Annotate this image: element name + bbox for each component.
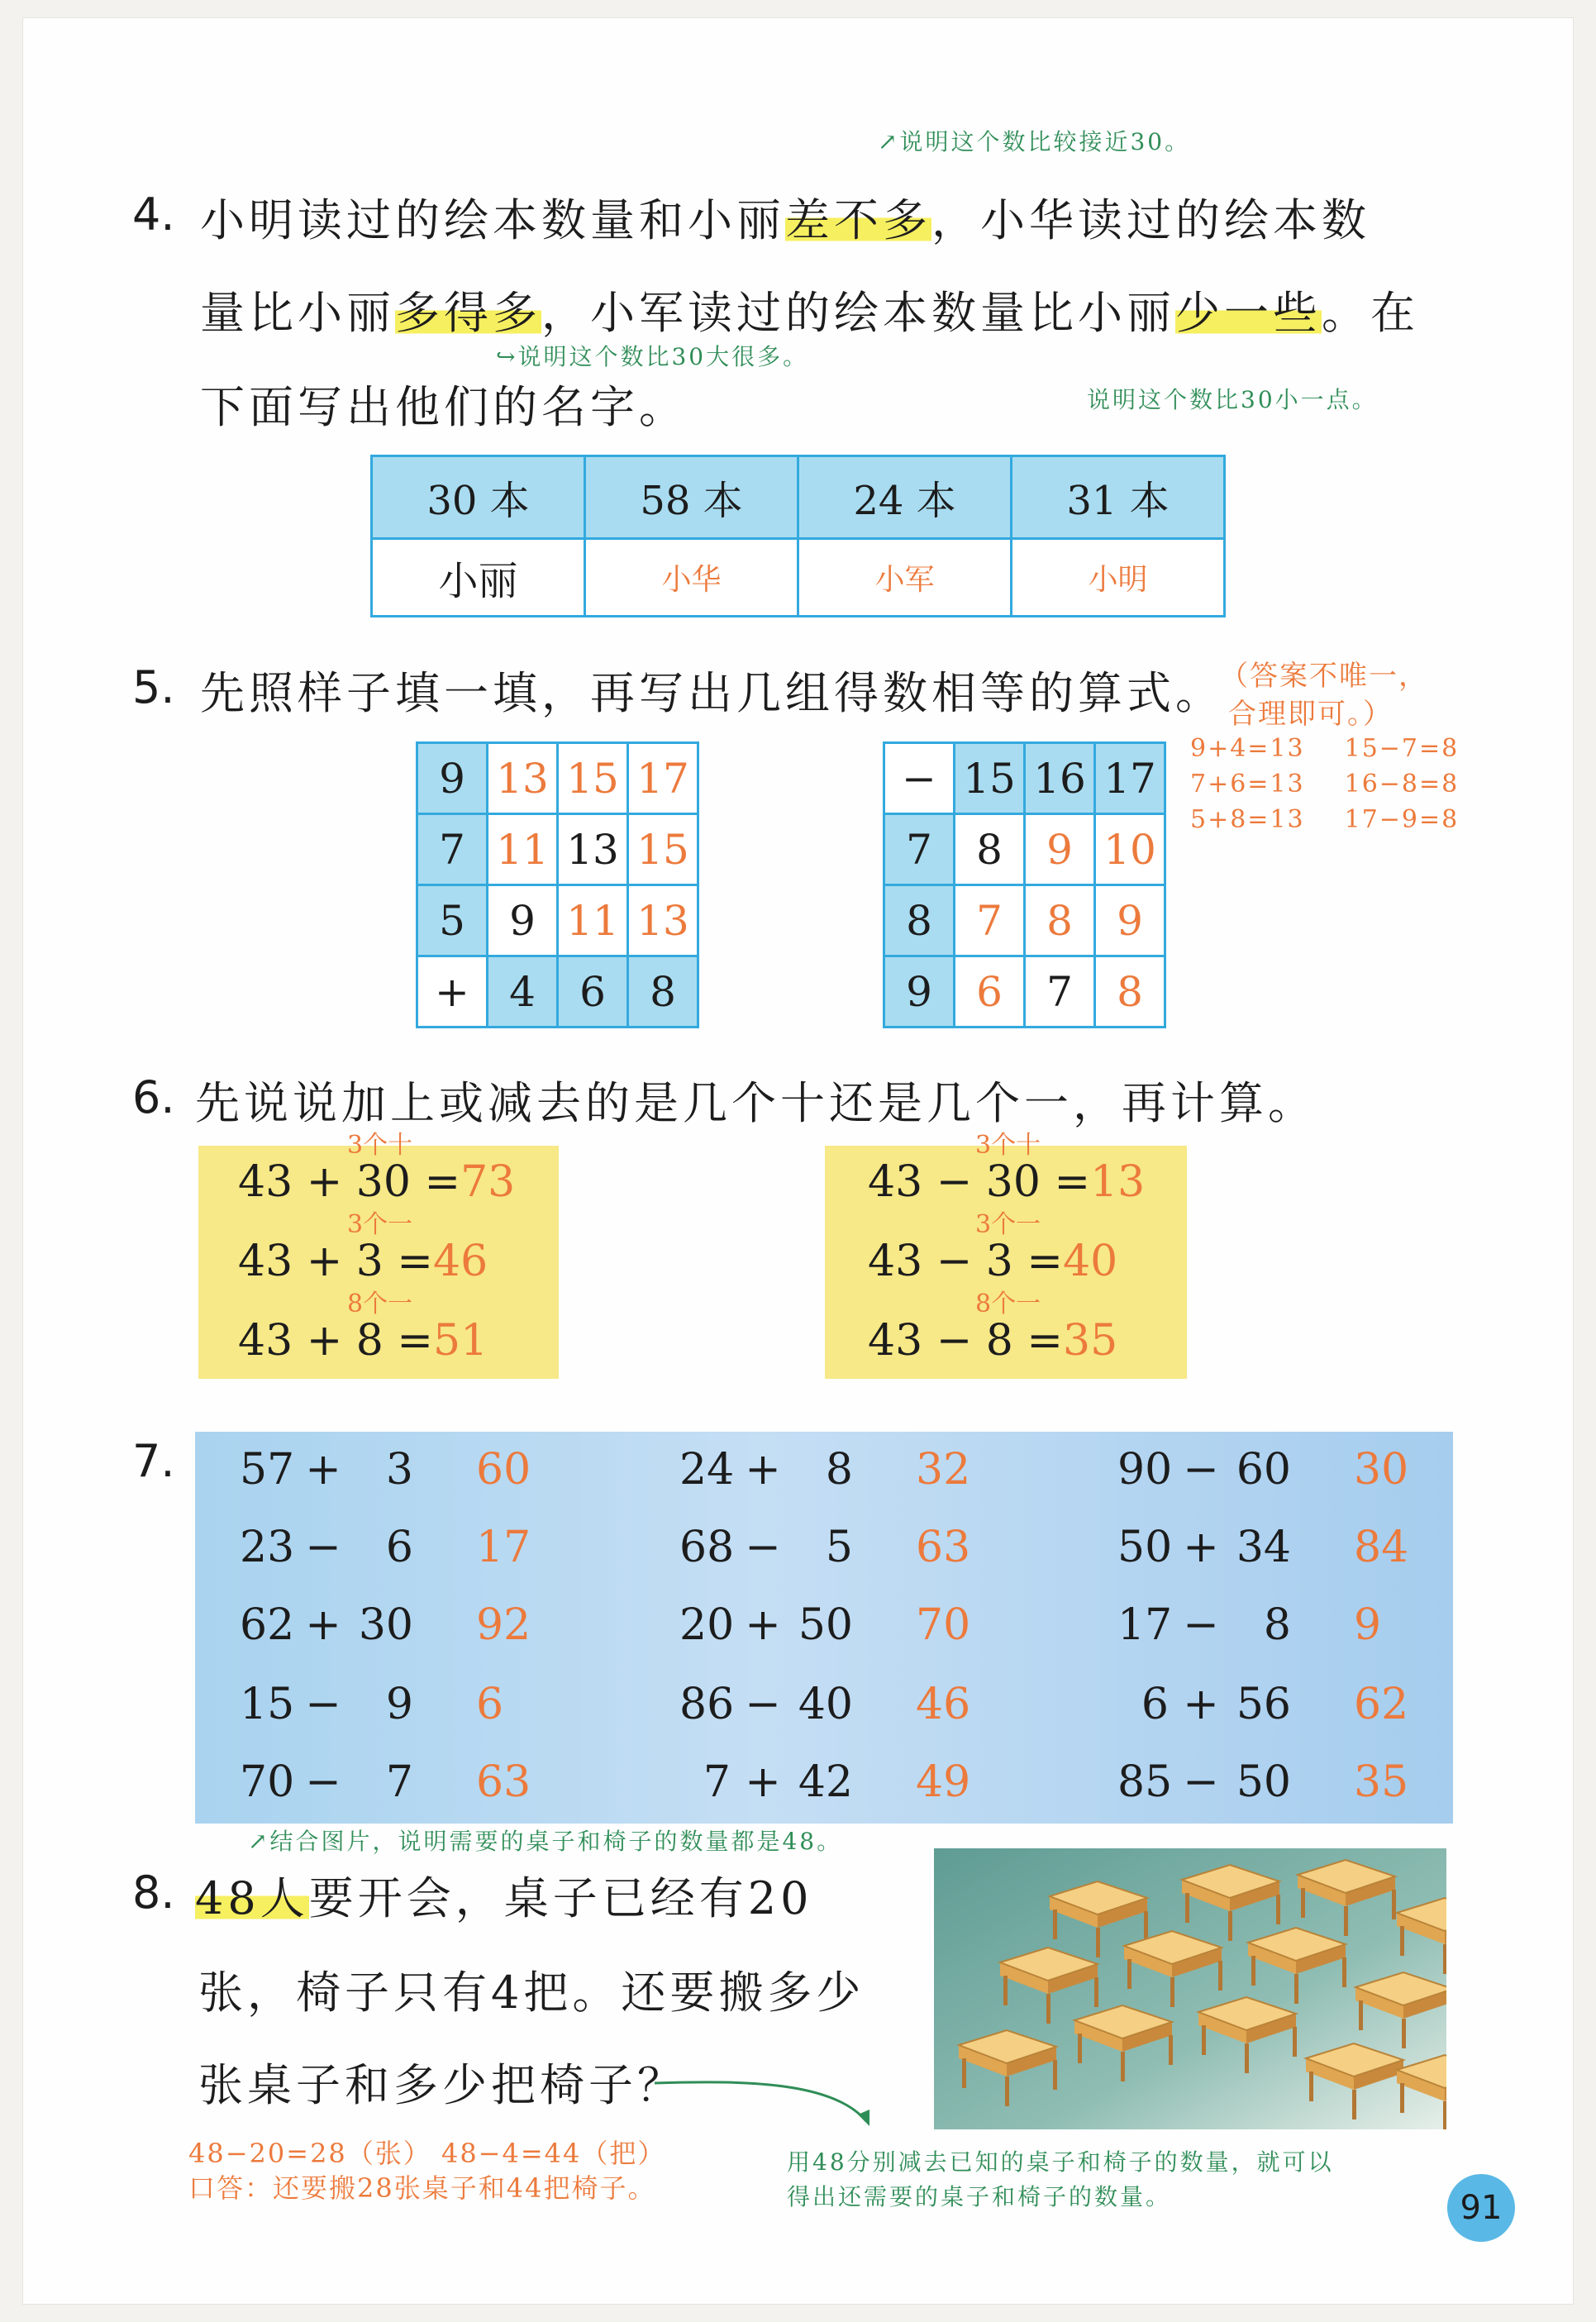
- equation-a: 7: [703, 1757, 731, 1807]
- grid-cell: 7: [417, 814, 488, 885]
- highlight-cha-bu-duo: 差不多: [785, 194, 931, 246]
- question-5-number: 5.: [132, 661, 175, 713]
- answer-sentence: 口答：还要搬28张桌子和44把椅子。: [188, 2172, 656, 2204]
- equation-row: [679, 1600, 990, 1650]
- equation-op: +: [745, 1445, 781, 1495]
- answer-note-line-1: （答案不唯一，: [1220, 660, 1428, 693]
- answer-name-cell: 小华: [585, 539, 798, 617]
- grid-cell: 15: [955, 743, 1025, 814]
- grid-cell: 7: [1025, 956, 1095, 1027]
- equation-op: −: [305, 1680, 341, 1729]
- question-6-stem: 先说说加上或减去的是几个十还是几个一，再计算。: [195, 1077, 1317, 1129]
- question-5-stem: 先照样子填一填，再写出几组得数相等的算式。: [200, 667, 1224, 719]
- equation-pairs: 9+4=13 15−7=8 7+6=13 16−8=8 5+8=13 17−9=8: [1190, 734, 1460, 834]
- equation-row: [679, 1445, 990, 1495]
- equation-b: 30: [358, 1600, 413, 1650]
- equation-b: 34: [1236, 1523, 1291, 1572]
- equation-op: −: [1183, 1600, 1219, 1650]
- equation-a: 50: [1117, 1523, 1173, 1572]
- addition-grid: [416, 741, 699, 1028]
- grid-cell: 8: [628, 956, 698, 1027]
- equation-ans: 35: [1354, 1757, 1409, 1807]
- annotation-a-bit-less-than-30: 说明这个数比30小一点。: [1087, 386, 1378, 413]
- equation-row: [1117, 1600, 1428, 1650]
- question-8-line-1: 48人要开会，桌子已经有20: [195, 1872, 813, 1924]
- hint-line-1: 用48分别减去已知的桌子和椅子的数量，就可以: [787, 2148, 1334, 2176]
- classroom-desks-illustration: [934, 1848, 1446, 2129]
- grid-answer-cell: 10: [1095, 814, 1165, 885]
- grid-answer-cell: 9: [1095, 885, 1165, 956]
- equation-a: 17: [1117, 1600, 1173, 1650]
- question-8-line-2: 张，椅子只有4把。还要搬多少: [198, 1967, 865, 2019]
- grid-answer-cell: 7: [955, 885, 1025, 956]
- answer-name-cell: 小明: [1012, 539, 1225, 617]
- place-value-tag: 8个一: [975, 1290, 1041, 1318]
- equation-op: +: [1183, 1523, 1219, 1572]
- equation-row: [240, 1600, 550, 1650]
- equation-op: +: [745, 1757, 781, 1807]
- equation-ans: 46: [916, 1680, 971, 1729]
- grid-answer-cell: 8: [1095, 956, 1165, 1027]
- question-4-line-3: 下面写出他们的名字。: [200, 381, 688, 433]
- grid-answer-cell: 8: [1025, 885, 1095, 956]
- equation-a: 6: [1141, 1680, 1169, 1729]
- equation-a: 23: [240, 1523, 295, 1572]
- highlight-duo-de-duo: 多得多: [395, 287, 541, 339]
- annotation-48-tables-chairs: ↗结合图片，说明需要的桌子和椅子的数量都是48。: [248, 1828, 843, 1855]
- grid-operator-cell: −: [884, 743, 955, 814]
- equation-a: 20: [679, 1600, 735, 1650]
- equation-ans: 9: [1354, 1600, 1382, 1650]
- equation-b: 50: [1236, 1757, 1291, 1807]
- equation-a: 86: [679, 1680, 735, 1729]
- equation-row: [1117, 1757, 1428, 1807]
- question-4-line-2: 量比小丽多得多，小军读过的绘本数量比小丽少一些。在: [200, 287, 1419, 339]
- equation-row: [240, 1757, 550, 1807]
- grid-answer-cell: 15: [558, 743, 628, 814]
- highlight-48-people: 48人: [195, 1872, 309, 1924]
- subtraction-row: 43 − 8 =35: [868, 1316, 1118, 1366]
- equation-op: −: [305, 1757, 341, 1807]
- question-8-number: 8.: [132, 1867, 175, 1919]
- question-4-line-1: 小明读过的绘本数量和小丽差不多，小华读过的绘本数: [200, 194, 1370, 246]
- equation-b: 42: [798, 1757, 853, 1807]
- grid-answer-cell: 13: [628, 885, 698, 956]
- grid-answer-cell: 6: [955, 956, 1025, 1027]
- place-value-tag: 3个十: [975, 1131, 1041, 1160]
- place-value-tag: 8个一: [347, 1290, 413, 1318]
- grid-cell: 9: [884, 956, 955, 1027]
- place-value-tag: 3个十: [347, 1131, 413, 1160]
- equation-row: [1117, 1523, 1428, 1572]
- equation-b: 6: [385, 1523, 413, 1572]
- annotation-close-to-30: ↗说明这个数比较接近30。: [878, 128, 1191, 155]
- answer-note-line-2: 合理即可。）: [1228, 698, 1393, 731]
- grid-answer-cell: 9: [1025, 814, 1095, 885]
- equation-row: [679, 1757, 990, 1807]
- equation-row: [679, 1523, 990, 1572]
- table-name-cell: 小丽: [372, 539, 585, 617]
- equation-row: [240, 1680, 550, 1729]
- grid-answer-cell: 13: [488, 743, 558, 814]
- question-6-number: 6.: [132, 1071, 175, 1123]
- grid-answer-cell: 11: [488, 814, 558, 885]
- reading-count-table: [370, 455, 1226, 617]
- equation-row: [1117, 1680, 1428, 1729]
- equation-a: 90: [1117, 1445, 1173, 1495]
- grid-cell: 8: [884, 885, 955, 956]
- equation-ans: 62: [1354, 1680, 1409, 1729]
- grid-answer-cell: 15: [628, 814, 698, 885]
- equation-op: −: [745, 1680, 781, 1729]
- equation-a: 85: [1117, 1757, 1173, 1807]
- table-header-cell: 24 本: [798, 456, 1012, 539]
- equation-b: 3: [385, 1445, 413, 1495]
- grid-cell: 13: [558, 814, 628, 885]
- equation-b: 7: [385, 1757, 413, 1807]
- equation-b: 50: [798, 1600, 853, 1650]
- connector-arrow: [653, 2067, 876, 2133]
- equation-row: [1117, 1445, 1428, 1495]
- equation-b: 8: [1263, 1600, 1291, 1650]
- subtraction-row: 43 − 30 =13: [868, 1157, 1146, 1207]
- equation-a: 68: [679, 1523, 735, 1572]
- equation-b: 9: [385, 1680, 413, 1729]
- equation-b: 40: [798, 1680, 853, 1729]
- equation-b: 5: [825, 1523, 853, 1572]
- equation-a: 24: [679, 1445, 735, 1495]
- grid-cell: 9: [488, 885, 558, 956]
- equation-op: −: [745, 1523, 781, 1572]
- hint-line-2: 得出还需要的桌子和椅子的数量。: [787, 2183, 1172, 2210]
- equation-ans: 17: [476, 1523, 531, 1572]
- equation-ans: 49: [916, 1757, 971, 1807]
- equation-row: [240, 1523, 550, 1572]
- question-4-number: 4.: [132, 188, 175, 241]
- place-value-tag: 3个一: [975, 1210, 1041, 1239]
- grid-cell: 5: [417, 885, 488, 956]
- grid-cell: 17: [1095, 743, 1165, 814]
- equation-ans: 63: [476, 1757, 531, 1807]
- equation-b: 56: [1236, 1680, 1291, 1729]
- grid-answer-cell: 17: [628, 743, 698, 814]
- table-header-cell: 31 本: [1012, 456, 1225, 539]
- table-header-cell: 30 本: [372, 456, 585, 539]
- equation-ans: 30: [1354, 1445, 1409, 1495]
- equation-ans: 6: [476, 1680, 504, 1729]
- grid-cell: 7: [884, 814, 955, 885]
- equation-ans: 70: [916, 1600, 971, 1650]
- equation-op: −: [1183, 1757, 1219, 1807]
- equation-a: 62: [240, 1600, 295, 1650]
- annotation-much-bigger-than-30: ↪说明这个数比30大很多。: [496, 343, 809, 370]
- equation-a: 15: [240, 1680, 295, 1729]
- answer-name-cell: 小军: [798, 539, 1012, 617]
- highlight-shao-yi-xie: 少一些: [1175, 287, 1322, 339]
- page-number: 91: [1447, 2174, 1515, 2242]
- subtraction-grid: [883, 741, 1166, 1028]
- equation-ans: 92: [476, 1600, 531, 1650]
- equation-a: 57: [240, 1445, 295, 1495]
- grid-cell: 16: [1025, 743, 1095, 814]
- equation-b: 8: [825, 1445, 853, 1495]
- equation-b: 60: [1236, 1445, 1291, 1495]
- grid-cell: 4: [488, 956, 558, 1027]
- equation-op: +: [305, 1445, 341, 1495]
- question-8-line-3: 张桌子和多少把椅子？: [198, 2059, 686, 2111]
- grid-cell: 8: [955, 814, 1025, 885]
- grid-cell: 9: [417, 743, 488, 814]
- equation-op: −: [1183, 1445, 1219, 1495]
- equation-row: [240, 1445, 550, 1495]
- addition-row: 43 + 3 =46: [238, 1237, 488, 1286]
- equation-ans: 60: [476, 1445, 531, 1495]
- place-value-tag: 3个一: [347, 1210, 413, 1239]
- equation-ans: 84: [1354, 1523, 1409, 1572]
- addition-row: 43 + 30 =73: [238, 1157, 516, 1207]
- table-header-cell: 58 本: [585, 456, 798, 539]
- grid-cell: 6: [558, 956, 628, 1027]
- equation-row: [679, 1680, 990, 1729]
- answer-equations: 48−20=28（张） 48−4=44（把）: [188, 2138, 666, 2169]
- equation-op: +: [305, 1600, 341, 1650]
- equation-op: −: [305, 1523, 341, 1572]
- grid-operator-cell: +: [417, 956, 488, 1027]
- addition-row: 43 + 8 =51: [238, 1316, 488, 1366]
- question-7-number: 7.: [132, 1435, 175, 1487]
- equation-a: 70: [240, 1757, 295, 1807]
- equation-op: +: [1183, 1680, 1219, 1729]
- equation-op: +: [745, 1600, 781, 1650]
- grid-answer-cell: 11: [558, 885, 628, 956]
- equation-ans: 32: [916, 1445, 971, 1495]
- equation-ans: 63: [916, 1523, 971, 1572]
- subtraction-row: 43 − 3 =40: [868, 1237, 1118, 1286]
